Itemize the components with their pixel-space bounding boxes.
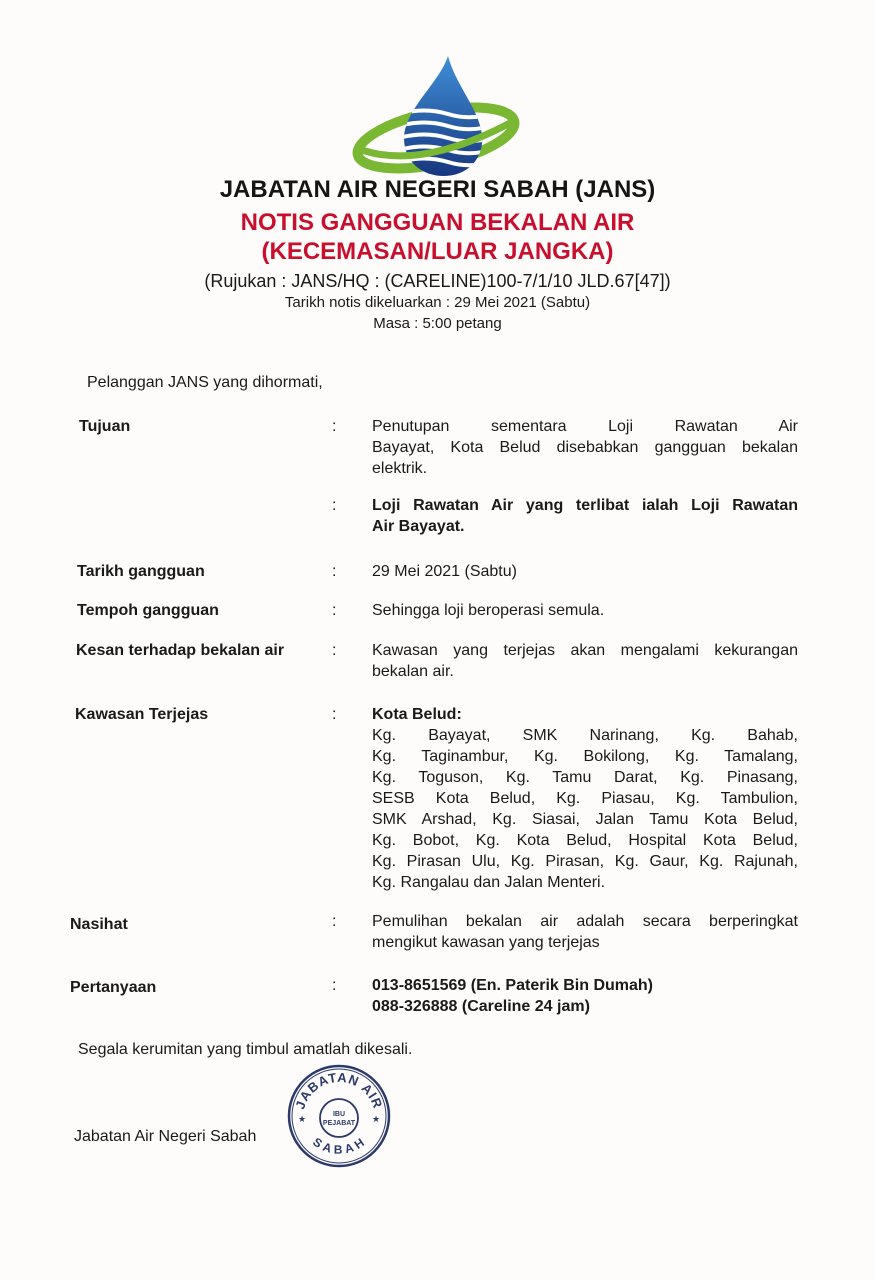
field-label: Pertanyaan	[70, 979, 157, 996]
field-label: Kesan terhadap bekalan air	[76, 642, 285, 659]
field-label: Nasihat	[70, 916, 128, 933]
field-value	[372, 975, 798, 1017]
stamp-center-bottom: PEJABAT	[322, 1120, 356, 1127]
field-value	[372, 416, 798, 479]
value-line: Kawasan yang terjejas akan mengalami kekurangan	[372, 642, 798, 659]
stamp-bottom-text: SABAH	[310, 1134, 368, 1157]
svg-text:SABAH	[310, 1135, 367, 1157]
reference-number: (Rujukan : JANS/HQ : (CARELINE)100-7/1/10 JLD.67[47])	[204, 271, 671, 291]
field-label: Tarikh gangguan	[77, 563, 205, 580]
area-line: SESB Kota Belud, Kg. Piasau, Kg. Tambulion,	[372, 790, 798, 807]
notice-subtitle: (KECEMASAN/LUAR JANGKA)	[261, 238, 614, 265]
stamp-star-left-icon: ★	[298, 1114, 307, 1124]
field-colon: :	[332, 497, 337, 514]
field-colon: :	[332, 913, 337, 930]
field-value	[372, 704, 798, 893]
field-value	[372, 911, 798, 953]
value-line: 29 Mei 2021 (Sabtu)	[372, 563, 517, 580]
field-value	[372, 561, 798, 582]
closing-text: Segala kerumitan yang timbul amatlah dikesali.	[78, 1041, 413, 1058]
field-colon: :	[332, 642, 337, 659]
stamp-star-right-icon: ★	[372, 1114, 381, 1124]
stamp-center-top: IBU	[332, 1111, 346, 1118]
jans-logo-icon	[352, 52, 520, 178]
area-line: Kg. Bobot, Kg. Kota Belud, Hospital Kota Belud,	[372, 832, 798, 849]
phone-line: 088-326888 (Careline 24 jam)	[372, 998, 590, 1015]
area-line: SMK Arshad, Kg. Siasai, Jalan Tamu Kota Belud,	[372, 811, 798, 828]
field-colon: :	[332, 602, 337, 619]
field-label: Tempoh gangguan	[77, 602, 219, 619]
value-line: mengikut kawasan yang terjejas	[372, 934, 600, 951]
value-line: Pemulihan bekalan air adalah secara berperingkat	[372, 913, 798, 930]
value-line: Loji Rawatan Air yang terlibat ialah Loji Rawatan	[372, 497, 798, 514]
field-colon: :	[332, 706, 337, 723]
area-line: Kg. Bayayat, SMK Narinang, Kg. Bahab,	[372, 727, 798, 744]
value-line: Sehingga loji beroperasi semula.	[372, 602, 605, 619]
field-label: Kawasan Terjejas	[75, 706, 209, 723]
issued-time: Masa : 5:00 petang	[373, 315, 502, 332]
value-line: bekalan air.	[372, 663, 454, 680]
area-line: Kg. Toguson, Kg. Tamu Darat, Kg. Pinasang,	[372, 769, 798, 786]
org-title: JABATAN AIR NEGERI SABAH (JANS)	[219, 176, 656, 203]
stamp-top-text: JABATAN AIR	[292, 1069, 386, 1111]
value-line: elektrik.	[372, 460, 428, 477]
area-line: Kg. Rangalau dan Jalan Menteri.	[372, 874, 606, 891]
area-heading: Kota Belud:	[372, 706, 462, 723]
field-value	[372, 600, 798, 621]
phone-line: 013-8651569 (En. Paterik Bin Dumah)	[372, 977, 654, 994]
notice-title: NOTIS GANGGUAN BEKALAN AIR	[240, 209, 635, 236]
value-line: Air Bayayat.	[372, 518, 465, 535]
svg-text:JABATAN AIR	[292, 1070, 385, 1111]
field-colon: :	[332, 977, 337, 994]
area-line: Kg. Pirasan Ulu, Kg. Pirasan, Kg. Gaur, Kg. Rajunah,	[372, 853, 798, 870]
area-line: Kg. Taginambur, Kg. Bokilong, Kg. Tamalang,	[372, 748, 798, 765]
value-line: Penutupan sementara Loji Rawatan Air	[372, 418, 798, 435]
signoff-text: Jabatan Air Negeri Sabah	[74, 1128, 257, 1145]
greeting: Pelanggan JANS yang dihormati,	[87, 374, 323, 391]
field-colon: :	[332, 563, 337, 580]
official-stamp-icon	[285, 1062, 393, 1170]
field-value	[372, 640, 798, 682]
value-line: Bayayat, Kota Belud disebabkan gangguan bekalan	[372, 439, 798, 456]
issued-date: Tarikh notis dikeluarkan : 29 Mei 2021 (Sabtu)	[284, 294, 591, 311]
field-label: Tujuan	[79, 418, 131, 435]
field-value	[372, 495, 798, 537]
field-colon: :	[332, 418, 337, 435]
